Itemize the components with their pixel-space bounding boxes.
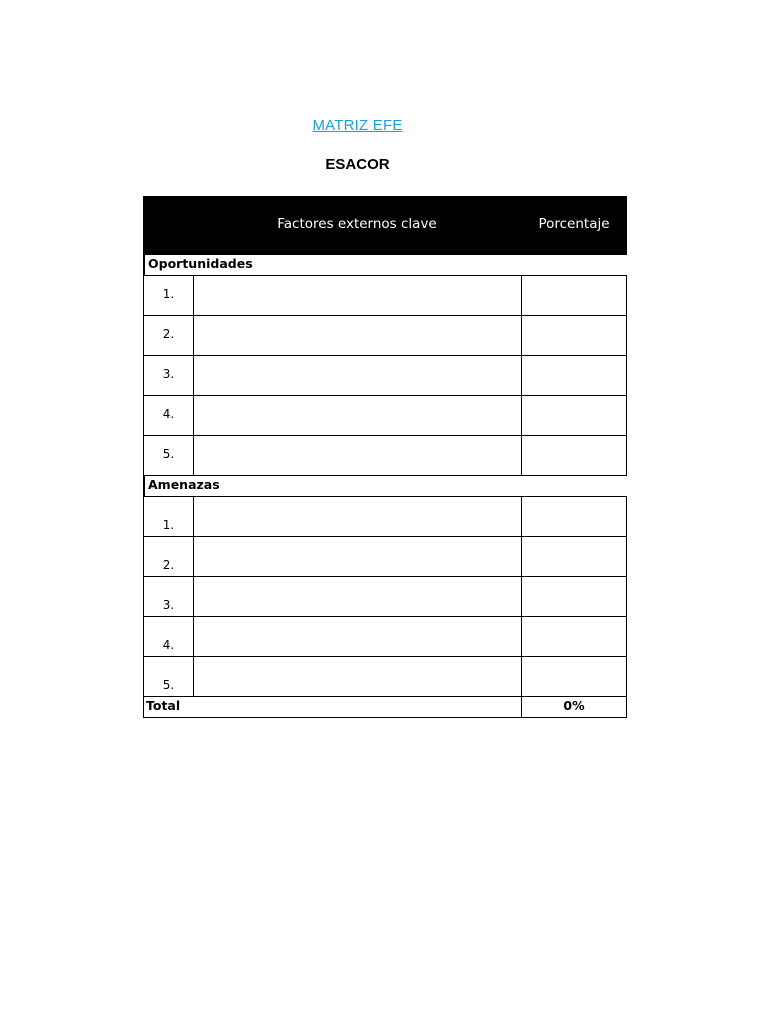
- percent-cell[interactable]: [522, 617, 626, 656]
- table-row: [143, 316, 627, 356]
- percent-cell[interactable]: [522, 497, 626, 536]
- threats-label: Amenazas: [143, 476, 627, 496]
- percent-cell[interactable]: [522, 316, 626, 355]
- table-row: [143, 276, 627, 316]
- header-percent: Porcentaje: [538, 216, 610, 232]
- factor-cell[interactable]: [194, 436, 522, 475]
- total-label: Total: [146, 698, 181, 713]
- company-name: ESACOR: [325, 156, 390, 173]
- threats-rows: [143, 496, 627, 697]
- document-title-link[interactable]: MATRIZ EFE: [312, 117, 403, 134]
- percent-cell[interactable]: [522, 396, 626, 435]
- header-factors: Factores externos clave: [277, 216, 437, 232]
- percent-cell[interactable]: [522, 577, 626, 616]
- row-number: 4.: [144, 396, 194, 435]
- total-value: 0%: [563, 698, 585, 713]
- percent-cell[interactable]: [522, 276, 626, 315]
- row-number: 2.: [144, 537, 194, 576]
- row-number: 5.: [144, 436, 194, 475]
- factor-cell[interactable]: [194, 537, 522, 576]
- factor-cell[interactable]: [194, 657, 522, 696]
- factor-cell[interactable]: [194, 276, 522, 315]
- table-row: [143, 396, 627, 436]
- percent-cell[interactable]: [522, 436, 626, 475]
- factor-cell[interactable]: [194, 577, 522, 616]
- percent-cell[interactable]: [522, 356, 626, 395]
- opportunities-rows: [143, 275, 627, 476]
- total-row: [143, 697, 627, 718]
- factor-cell[interactable]: [194, 316, 522, 355]
- factor-cell[interactable]: [194, 396, 522, 435]
- table-row: [143, 617, 627, 657]
- table-row: [143, 436, 627, 476]
- table-row: [143, 657, 627, 697]
- row-number: 1.: [144, 497, 194, 536]
- row-number: 4.: [144, 617, 194, 656]
- factor-cell[interactable]: [194, 497, 522, 536]
- table-row: [143, 577, 627, 617]
- table-row: [143, 356, 627, 396]
- row-number: 2.: [144, 316, 194, 355]
- row-number: 1.: [144, 276, 194, 315]
- table-row: [143, 497, 627, 537]
- row-number: 3.: [144, 356, 194, 395]
- efe-matrix-table: [143, 196, 627, 718]
- table-row: [143, 537, 627, 577]
- row-number: 5.: [144, 657, 194, 696]
- percent-cell[interactable]: [522, 657, 626, 696]
- percent-cell[interactable]: [522, 537, 626, 576]
- factor-cell[interactable]: [194, 617, 522, 656]
- row-number: 3.: [144, 577, 194, 616]
- table-header: [143, 196, 627, 255]
- opportunities-label: Oportunidades: [143, 255, 627, 275]
- factor-cell[interactable]: [194, 356, 522, 395]
